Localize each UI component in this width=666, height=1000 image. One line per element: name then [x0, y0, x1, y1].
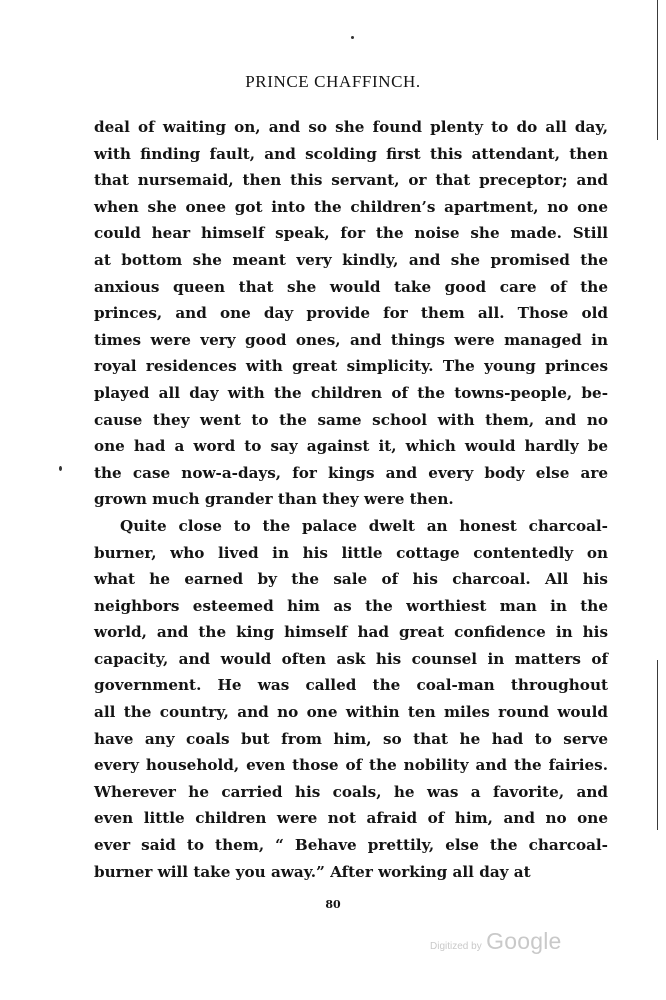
paper-speck [351, 36, 354, 39]
page-number: 80 [325, 898, 341, 911]
text-line: royal residences with great simplicity. The young princes [94, 357, 608, 376]
running-header: PRINCE CHAFFINCH. [245, 72, 421, 91]
text-line: with finding fault, and scolding first this attendant, then [94, 144, 608, 163]
page-edge-line-top [657, 0, 658, 140]
digitized-by-google-watermark [430, 928, 562, 955]
text-line: burner will take you away.” After working all day at [94, 862, 531, 881]
text-line: that nursemaid, then this servant, or that preceptor; and [94, 171, 608, 190]
text-line: one had a word to say against it, which would hardly be [94, 437, 608, 456]
text-line: princes, and one day provide for them all. Those old [94, 304, 608, 323]
text-line: when she onee got into the children’s apartment, no one [94, 197, 608, 216]
body-text [94, 114, 608, 885]
text-line: deal of waiting on, and so she found plenty to do all day, [94, 118, 608, 136]
watermark-brand: Google [486, 928, 562, 954]
text-line: every household, even those of the nobility and the fairies. [94, 756, 608, 775]
paragraph [94, 114, 608, 513]
text-line: times were very good ones, and things were managed in [94, 330, 608, 349]
text-line: the case now-a-days, for kings and every body else are [94, 463, 608, 482]
text-line: even little children were not afraid of him, and no one [94, 809, 608, 828]
page-edge-line-bottom [657, 660, 658, 830]
text-line: have any coals but from him, so that he had to serve [94, 729, 608, 748]
text-line: what he earned by the sale of his charcoal. All his [94, 570, 608, 589]
watermark-prefix: Digitized by [430, 941, 482, 952]
text-line: government. He was called the coal-man throughout [94, 676, 608, 695]
paragraph [94, 513, 608, 885]
text-line: grown much grander than they were then. [94, 490, 454, 509]
text-line: burner, who lived in his little cottage contentedly on [94, 543, 608, 562]
text-line: Wherever he carried his coals, he was a favorite, and [94, 782, 608, 801]
text-line: could hear himself speak, for the noise she made. Still [94, 224, 608, 243]
text-line: world, and the king himself had great confidence in his [94, 623, 608, 642]
text-line: played all day with the children of the towns-people, be- [94, 383, 608, 402]
text-line: cause they went to the same school with them, and no [94, 410, 608, 429]
text-line: all the country, and no one within ten miles round would [94, 703, 608, 722]
text-line: anxious queen that she would take good care of the [94, 277, 608, 296]
text-line: neighbors esteemed him as the worthiest man in the [94, 596, 608, 615]
text-line: at bottom she meant very kindly, and she promised the [94, 250, 608, 269]
text-line: Quite close to the palace dwelt an honest charcoal- [120, 516, 608, 535]
paper-speck [59, 466, 62, 471]
text-line: capacity, and would often ask his counsel in matters of [94, 649, 608, 668]
text-line: ever said to them, “ Behave prettily, else the charcoal- [94, 836, 608, 855]
